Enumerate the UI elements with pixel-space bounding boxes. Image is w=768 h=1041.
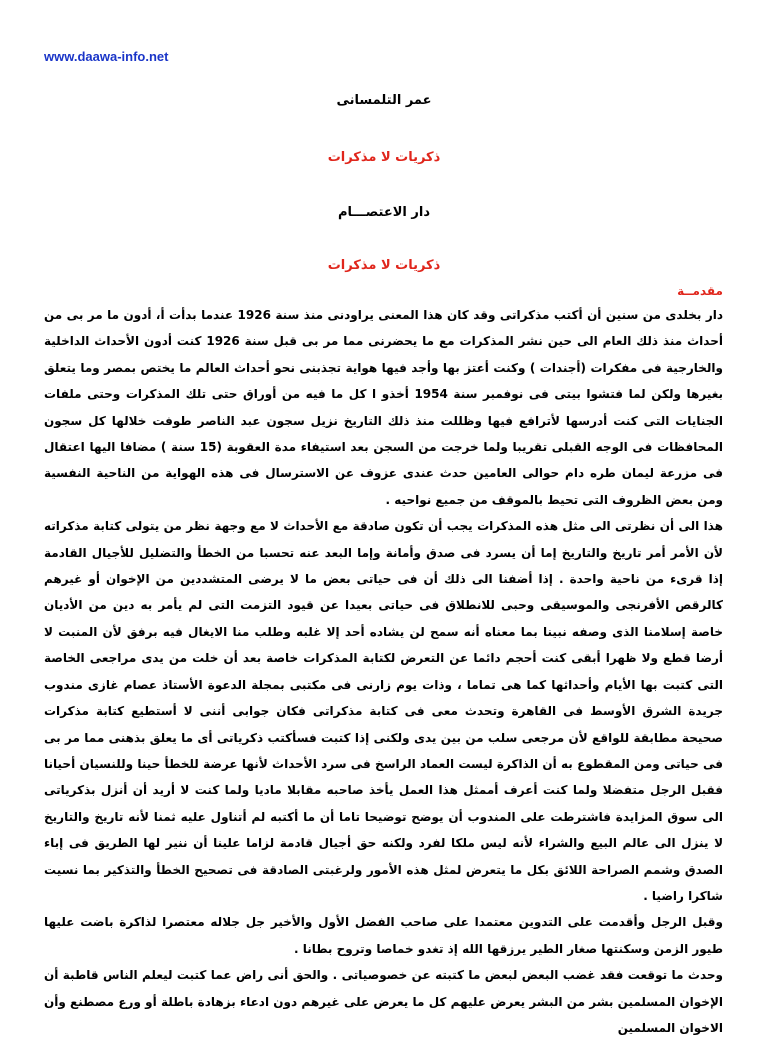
site-url-link[interactable]: www.daawa-info.net xyxy=(44,49,169,64)
section-heading: مقدمــة xyxy=(677,284,723,298)
author-name: عمر التلمسانى xyxy=(336,93,432,108)
book-title-repeat: ذكريات لا مذكرات xyxy=(327,258,441,273)
publisher-name: دار الاعتصـــام xyxy=(337,205,430,220)
paragraph: دار بخلدى من سنين أن أكتب مذكراتى وقد كان هذا المعنى يراودنى منذ سنة 1926 عندما بدأت أ، أدون ما مر بى من أحداث منذ ذلك العام الى حين نشر المذكرات مع ما يحضرنى مما مر بى قبل سنة 1926 كنت أدون الأحداث الداخلية والخارجية فى مفكرات (أجندات ) وكنت أعتز بها وأجد فيها هواية تجذبنى نحو أحداث العالم ما يختص بمصر وما يتعلق بغيرها ولكن لما فتشوا بيتى فى نوفمبر سنة 1954 أخذو ا كل ما فيه من أوراق حتى تلك المذكرات وحتى ملفات الجنايات التى كنت أدرسها لأترافع فيها وظللت منذ ذلك التاريخ نزيل سجون عبد الناصر طوفت خلالها كل سجون المحافظات فى الوجه القبلى تقريبا ولما خرجت من السجن بعد استيفاء مدة العقوبة (15 سنة ) مضافا اليها اعتقال فى مزرعة ليمان طره دام حوالى العامين حدث عندى عزوف عن الاسترسال فى هذه الهواية من الناحية النفسية ومن بعض الظروف التى تحيط بالموقف من جميع نواحيه . xyxy=(44,308,724,507)
book-title: ذكريات لا مذكرات xyxy=(327,150,441,165)
paragraph: وقبل الرجل وأقدمت على التدوين معتمدا على صاحب الفضل الأول والأخير جل جلاله معتصرا لذاكرة باضت عليها طيور الزمن وسكنتها صغار الطير يرزقها الله إذ تغدو خماصا وتروح بطانا . xyxy=(44,915,723,956)
body-text xyxy=(44,302,723,1041)
paragraph: هذا الى أن نظرتى الى مثل هذه المذكرات يجب أن تكون صادقة مع الأحداث لا مع وجهة نظر من يتولى كتابة مذكراته لأن الأمر أمر تاريخ والتاريخ إما أن يسرد فى صدق وأمانة وإما البعد عنه تحسبا من الخطأ والتضليل للأجيال القادمة إذا قرىء من ناحية واحدة . إذا أضفنا الى ذلك أن فى حياتى بعض ما لا يرضى المتشددين من الإخوان أو غيرهم كالرقص الأفرنجى والموسيقى وحبى للانطلاق فى حياتى بعيدا عن قيود التزمت التى لم يأمر به دين من الأديان خاصة إسلامنا الذى وصفه نبينا بما معناه أنه سمح لن يشاده أحد إلا غلبه وطلب منا الايغال فيه برفق لأن المنبت لا أرضا قطع ولا ظهرا أبقى كنت أحجم دائما عن التعرض لكتابة المذكرات خاصة بعد أن خلت من يدى مراجعى الخاصة التى كتبت بها الأيام وأحداثها كما هى تماما ، وذات يوم زارنى فى مكتبى بمجلة الدعوة الأستاذ عصام غازى مندوب جريدة الشرق الأوسط فى القاهرة وتحدث معى فى كتابة مذكراتى فكان جوابى أننى لا أستطيع كتابة مذكرات صحيحة مطابقة للواقع لأن مرجعى سلب من بين يدى ولكنى إذا كتبت فسأكتب ذكرياتى أى ما يعلق بذهنى مما مر بى فى حياتى ومن المقطوع به أن الذاكرة ليست العماد الراسخ فى سرد الأحداث لأنها عرضة للخطأ حينا وللنسيان أحيانا فقبل الرجل متفضلا ولما كنت أعرف أممثل هذا العمل يأخذ صاحبه مقابلا ماديا ولما كنت لا أريد أن أنزل بذكرياتى الى سوق المزايدة فاشترطت على المندوب أن يوضح توضيحا تاما أن ما أكتبه لم أتناول عليه ثمنا لأنه تاريخ والتاريخ لا ينزل الى عالم البيع والشراء لأنه ليس ملكا لفرد ولكنه حق أجيال قادمة لزاما علينا أن ننير لها الطريق فى إباء الصدق وشمم الصراحة اللائق بكل ما يتعرض لمثل هذه الأمور ولرغبتى الصادقة فى تصحيح الخطأ والتذكير بما نسيت شاكرا راضيا . xyxy=(44,519,723,903)
paragraph: وحدث ما توقعت فقد غضب البعض لبعض ما كتبته عن خصوصياتى . والحق أنى راض عما كتبت ليعلم الناس قاطبة أن الإخوان المسلمين بشر من البشر يعرض عليهم كل ما يعرض على غيرهم دون ادعاء بزهادة باطلة أو ورع مصطنع وأن الاخوان المسلمين xyxy=(44,968,723,1035)
